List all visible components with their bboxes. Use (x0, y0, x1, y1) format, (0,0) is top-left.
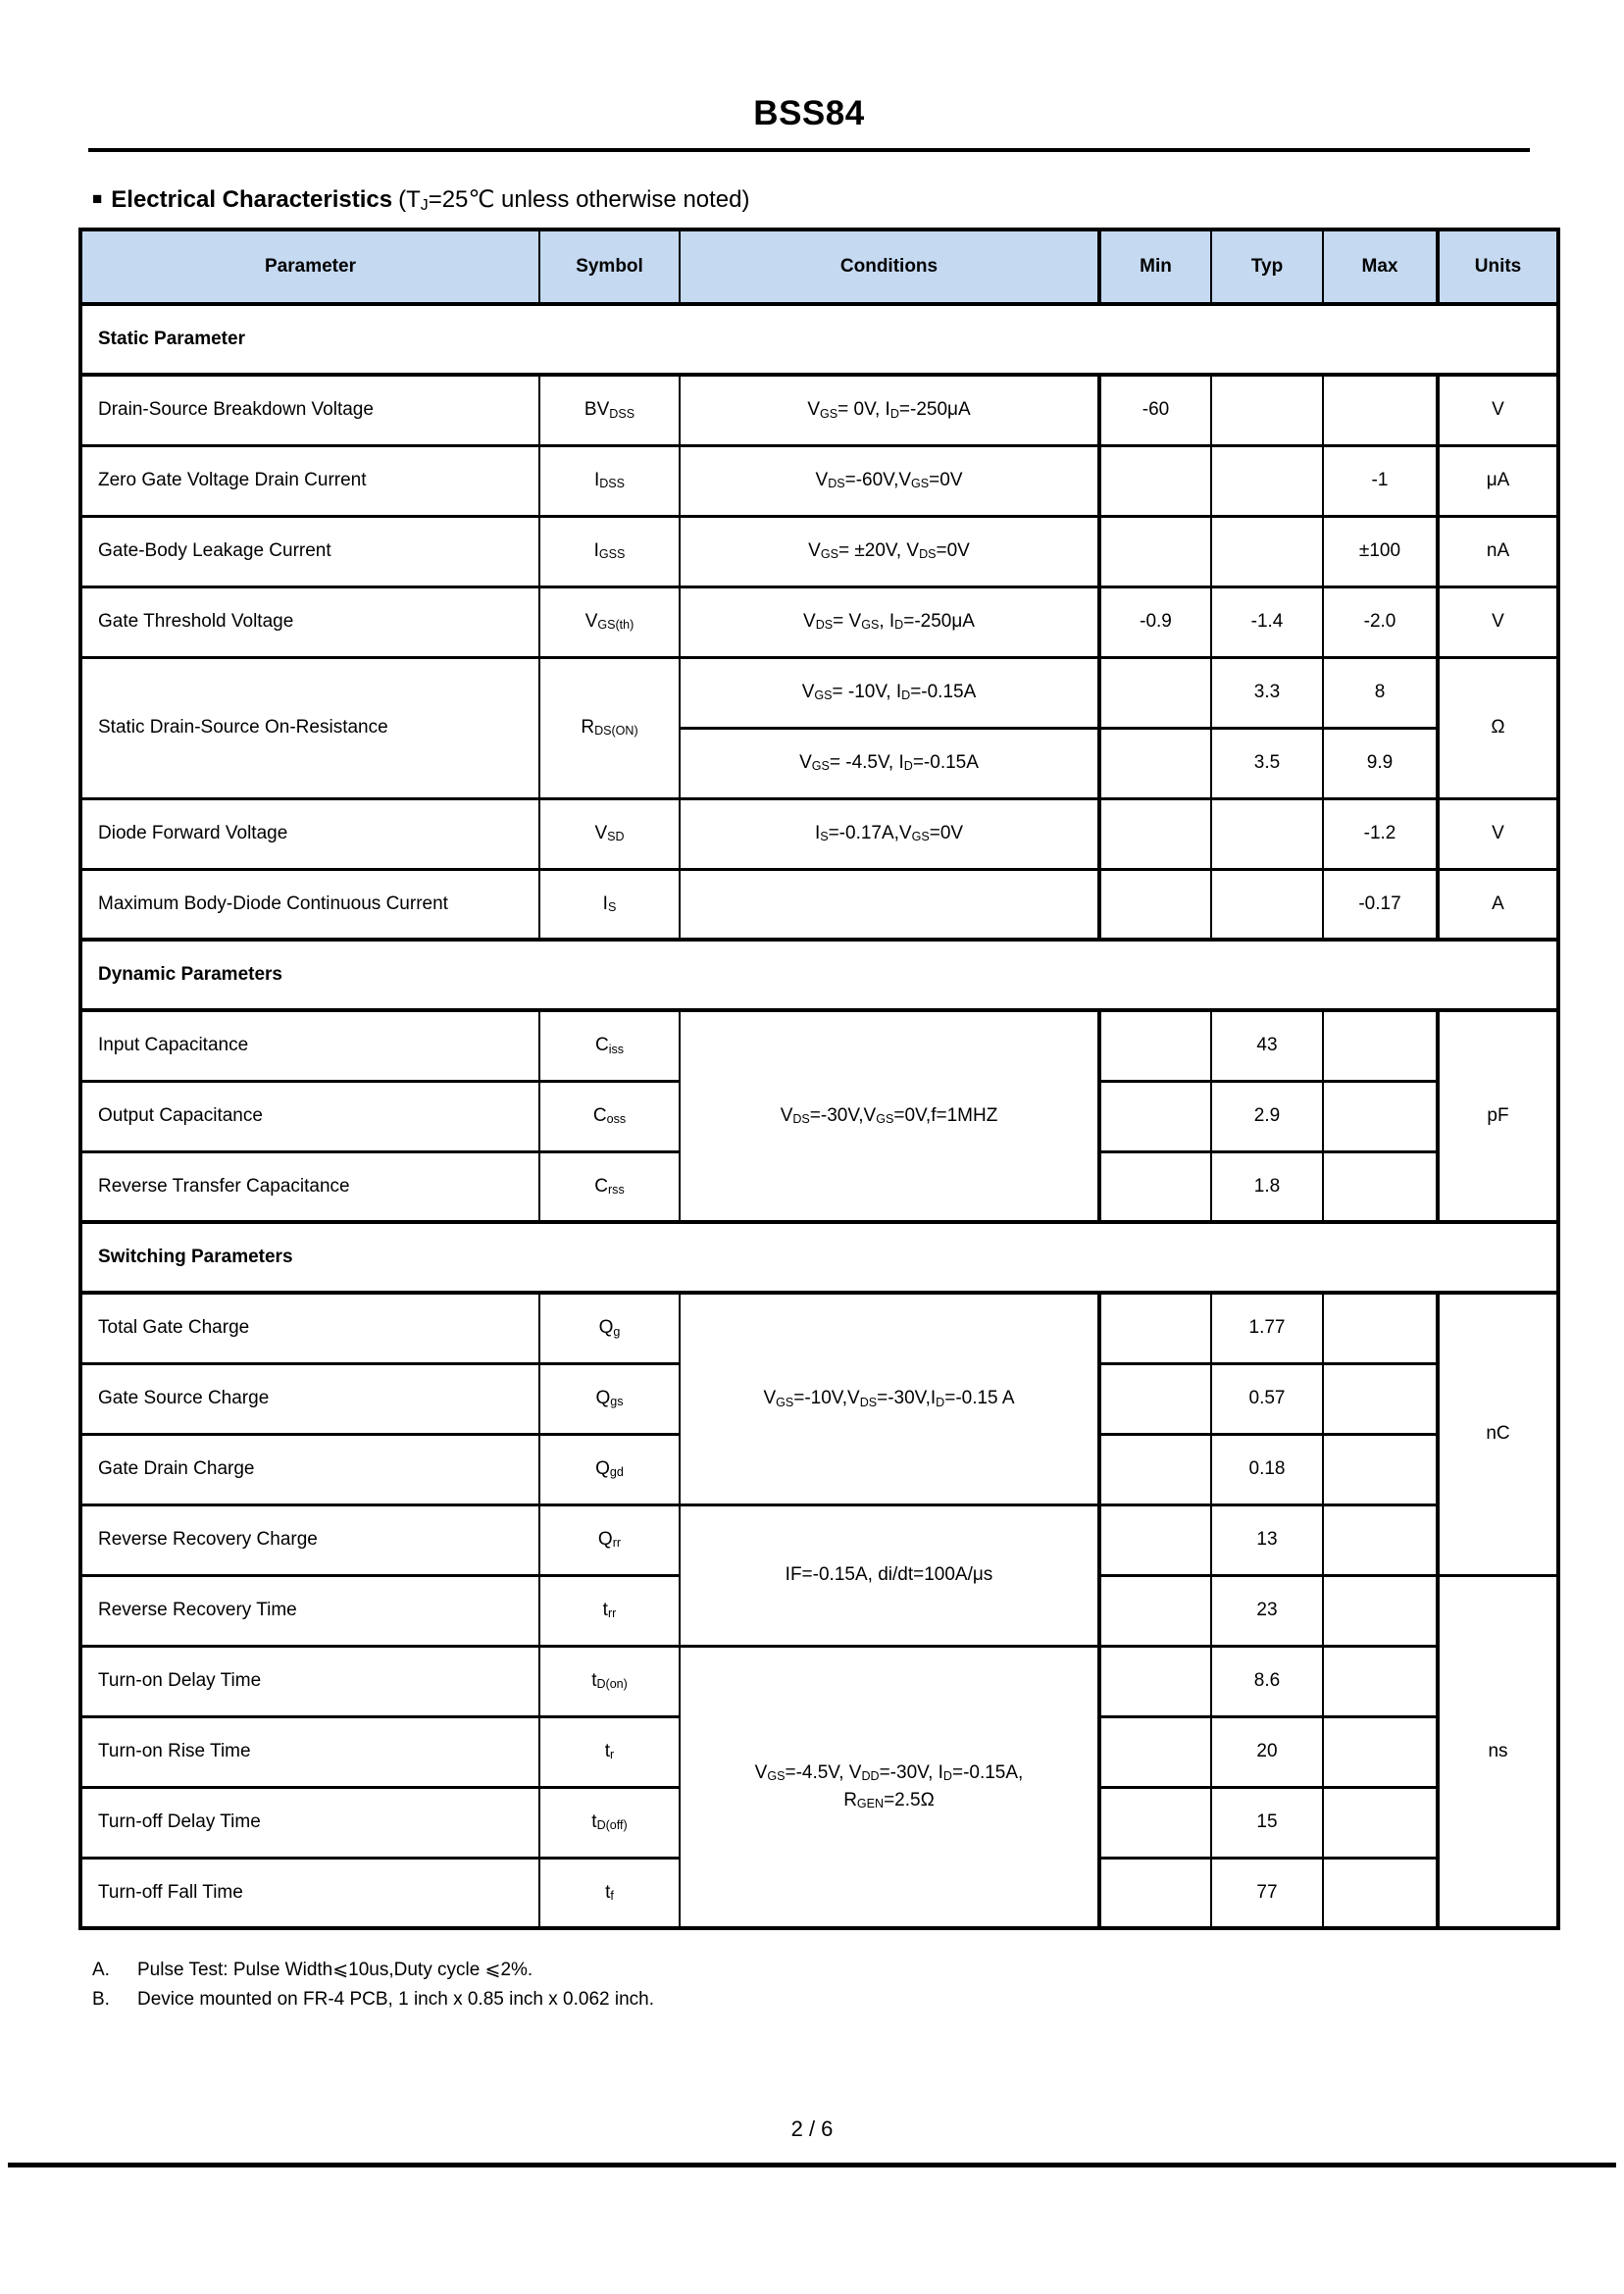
cell-min (1099, 657, 1211, 728)
column-header-max: Max (1323, 229, 1438, 304)
cell-max (1323, 1716, 1438, 1787)
title-divider (88, 148, 1530, 152)
column-header-parameter: Parameter (80, 229, 539, 304)
cell-min (1099, 1575, 1211, 1646)
cell-parameter: Output Capacitance (80, 1081, 539, 1151)
table-row (80, 1504, 1558, 1575)
table-row (80, 869, 1558, 940)
cell-units: A (1438, 869, 1558, 940)
cell-typ: 23 (1211, 1575, 1323, 1646)
cell-typ: 3.3 (1211, 657, 1323, 728)
cell-symbol: $I_S$ (539, 869, 680, 940)
cell-max: -1.2 (1323, 798, 1438, 869)
column-header-typ: Typ (1211, 229, 1323, 304)
cell-max: 8 (1323, 657, 1438, 728)
cell-parameter: Drain-Source Breakdown Voltage (80, 375, 539, 445)
cell-typ: 8.6 (1211, 1646, 1323, 1716)
cell-symbol: $Q_{gs}$ (539, 1363, 680, 1434)
cell-min (1099, 1504, 1211, 1575)
cell-conditions: $V_{DS}=-60V,V_{GS}=0V$ (680, 445, 1099, 516)
cell-symbol: $Q_g$ (539, 1293, 680, 1363)
footnotes (92, 1956, 654, 2014)
cell-parameter: Gate-Body Leakage Current (80, 516, 539, 586)
cell-symbol: $t_r$ (539, 1716, 680, 1787)
table-row (80, 1010, 1558, 1081)
cell-min (1099, 798, 1211, 869)
cell-conditions: IF=-0.15A, di/dt=100A/μs (680, 1504, 1099, 1646)
cell-typ: -1.4 (1211, 586, 1323, 657)
cell-typ: 43 (1211, 1010, 1323, 1081)
cell-conditions: $V_{GS}=-10V,V_{DS}=-30V,I_D=-0.15$ A (680, 1293, 1099, 1504)
cell-max: ±100 (1323, 516, 1438, 586)
cell-conditions: $V_{GS}= -4.5V$, $I_D=-0.15A$ (680, 728, 1099, 798)
cell-typ: 0.57 (1211, 1363, 1323, 1434)
cell-symbol: $C_{oss}$ (539, 1081, 680, 1151)
cell-units: V (1438, 586, 1558, 657)
section-row (80, 304, 1558, 375)
cell-conditions: $V_{GS}=-4.5V$, $V_{DD}=-30V$, $I_D=-0.15A$, $R_{GEN}=2.5\Omega$ (680, 1646, 1099, 1928)
section-title: Switching Parameters (80, 1222, 1558, 1293)
cell-typ (1211, 445, 1323, 516)
cell-max (1323, 1787, 1438, 1858)
cell-conditions: $V_{GS}= \pm 20V$, $V_{DS}=0V$ (680, 516, 1099, 586)
cell-units: pF (1438, 1010, 1558, 1222)
section-title: Static Parameter (80, 304, 1558, 375)
cell-conditions: $V_{DS}=-30V,V_{GS}=0V,f=1MHZ$ (680, 1010, 1099, 1222)
cell-typ: 15 (1211, 1787, 1323, 1858)
cell-units: ns (1438, 1575, 1558, 1928)
cell-max: -1 (1323, 445, 1438, 516)
cell-parameter: Reverse Recovery Charge (80, 1504, 539, 1575)
cell-typ (1211, 375, 1323, 445)
cell-min (1099, 1646, 1211, 1716)
cell-min (1099, 1293, 1211, 1363)
section-heading-note: ($T_J=25℃$ unless otherwise noted) (398, 186, 750, 214)
cell-parameter: Turn-off Fall Time (80, 1858, 539, 1928)
section-title: Dynamic Parameters (80, 940, 1558, 1010)
cell-conditions: $I_S=-0.17A,V_{GS}=0V$ (680, 798, 1099, 869)
cell-units: V (1438, 798, 1558, 869)
cell-symbol: $t_f$ (539, 1858, 680, 1928)
cell-min: -60 (1099, 375, 1211, 445)
section-row (80, 1222, 1558, 1293)
cell-symbol: $t_{D(on)}$ (539, 1646, 680, 1716)
cell-symbol: $Q_{gd}$ (539, 1434, 680, 1504)
cell-max (1323, 1363, 1438, 1434)
cell-min (1099, 869, 1211, 940)
cell-symbol: $C_{iss}$ (539, 1010, 680, 1081)
cell-max (1323, 1504, 1438, 1575)
cell-units: μA (1438, 445, 1558, 516)
cell-max (1323, 1151, 1438, 1222)
page-title: BSS84 (753, 94, 865, 132)
cell-symbol: $R_{DS(ON)}$ (539, 657, 680, 798)
cell-typ: 0.18 (1211, 1434, 1323, 1504)
cell-min (1099, 1151, 1211, 1222)
cell-max (1323, 1575, 1438, 1646)
column-header-conditions: Conditions (680, 229, 1099, 304)
cell-symbol: $V_{GS(th)}$ (539, 586, 680, 657)
ec-table-body (80, 304, 1558, 1928)
table-row (80, 586, 1558, 657)
cell-max (1323, 1858, 1438, 1928)
section-heading-title: Electrical Characteristics (111, 186, 393, 213)
cell-parameter: Static Drain-Source On-Resistance (80, 657, 539, 798)
cell-parameter: Turn-on Rise Time (80, 1716, 539, 1787)
cell-typ (1211, 869, 1323, 940)
footnote-text: Pulse Test: Pulse Width⩽10us,Duty cycle ⩽2%. (137, 1960, 533, 1980)
cell-conditions: $V_{GS}= -10V$, $I_D=-0.15A$ (680, 657, 1099, 728)
cell-parameter: Zero Gate Voltage Drain Current (80, 445, 539, 516)
footnote-label: B. (92, 1989, 110, 2010)
cell-min (1099, 1858, 1211, 1928)
table-row (80, 798, 1558, 869)
cell-conditions (680, 869, 1099, 940)
cell-min (1099, 516, 1211, 586)
column-header-min: Min (1099, 229, 1211, 304)
cell-min (1099, 1434, 1211, 1504)
cell-symbol: $BV_{DSS}$ (539, 375, 680, 445)
cell-typ: 3.5 (1211, 728, 1323, 798)
table-row (80, 1646, 1558, 1716)
table-row (80, 657, 1558, 728)
cell-typ: 13 (1211, 1504, 1323, 1575)
header-row (80, 229, 1558, 304)
cell-min (1099, 1716, 1211, 1787)
cell-symbol: $I_{DSS}$ (539, 445, 680, 516)
table-row (80, 1293, 1558, 1363)
cell-units: nC (1438, 1293, 1558, 1575)
cell-max (1323, 375, 1438, 445)
cell-min (1099, 445, 1211, 516)
cell-parameter: Gate Drain Charge (80, 1434, 539, 1504)
cell-parameter: Maximum Body-Diode Continuous Current (80, 869, 539, 940)
cell-min (1099, 1010, 1211, 1081)
cell-units: nA (1438, 516, 1558, 586)
cell-typ: 20 (1211, 1716, 1323, 1787)
cell-symbol: $V_{SD}$ (539, 798, 680, 869)
cell-symbol: $Q_{rr}$ (539, 1504, 680, 1575)
table-row (80, 445, 1558, 516)
cell-min: -0.9 (1099, 586, 1211, 657)
cell-typ: 77 (1211, 1858, 1323, 1928)
cell-min (1099, 728, 1211, 798)
page-number: 2 / 6 (790, 2116, 834, 2141)
cell-conditions: $V_{GS}= 0V$, $I_D=-250\mu A$ (680, 375, 1099, 445)
column-header-symbol: Symbol (539, 229, 680, 304)
square-bullet-icon: ■ (92, 189, 103, 208)
ec-table-head (80, 229, 1558, 304)
table-row (80, 375, 1558, 445)
cell-max: -2.0 (1323, 586, 1438, 657)
cell-min (1099, 1363, 1211, 1434)
cell-max (1323, 1010, 1438, 1081)
cell-symbol: $t_{rr}$ (539, 1575, 680, 1646)
cell-min (1099, 1081, 1211, 1151)
cell-symbol: $C_{rss}$ (539, 1151, 680, 1222)
cell-parameter: Reverse Recovery Time (80, 1575, 539, 1646)
cell-units: Ω (1438, 657, 1558, 798)
footer-divider (8, 2163, 1616, 2167)
cell-max (1323, 1293, 1438, 1363)
section-heading (92, 185, 750, 214)
cell-typ (1211, 798, 1323, 869)
cell-max (1323, 1434, 1438, 1504)
cell-typ: 1.8 (1211, 1151, 1323, 1222)
cell-parameter: Input Capacitance (80, 1010, 539, 1081)
cell-parameter: Diode Forward Voltage (80, 798, 539, 869)
cell-typ: 2.9 (1211, 1081, 1323, 1151)
footnote-label: A. (92, 1960, 110, 1980)
cell-parameter: Reverse Transfer Capacitance (80, 1151, 539, 1222)
cell-max: 9.9 (1323, 728, 1438, 798)
cell-parameter: Gate Threshold Voltage (80, 586, 539, 657)
cell-conditions: $V_{DS}= V_{GS}$, $I_D=-250\mu A$ (680, 586, 1099, 657)
cell-typ: 1.77 (1211, 1293, 1323, 1363)
cell-units: V (1438, 375, 1558, 445)
cell-max: -0.17 (1323, 869, 1438, 940)
cell-min (1099, 1787, 1211, 1858)
footnote-b (92, 1985, 654, 2014)
cell-parameter: Turn-off Delay Time (80, 1787, 539, 1858)
table-row (80, 516, 1558, 586)
electrical-characteristics-table (78, 228, 1560, 1930)
cell-parameter: Gate Source Charge (80, 1363, 539, 1434)
cell-parameter: Total Gate Charge (80, 1293, 539, 1363)
cell-symbol: $t_{D(off)}$ (539, 1787, 680, 1858)
cell-max (1323, 1646, 1438, 1716)
column-header-units: Units (1438, 229, 1558, 304)
footnote-a (92, 1956, 654, 1985)
footnote-text: Device mounted on FR-4 PCB, 1 inch x 0.85 inch x 0.062 inch. (137, 1989, 654, 2010)
cell-typ (1211, 516, 1323, 586)
section-row (80, 940, 1558, 1010)
cell-parameter: Turn-on Delay Time (80, 1646, 539, 1716)
cell-symbol: $I_{GSS}$ (539, 516, 680, 586)
cell-max (1323, 1081, 1438, 1151)
